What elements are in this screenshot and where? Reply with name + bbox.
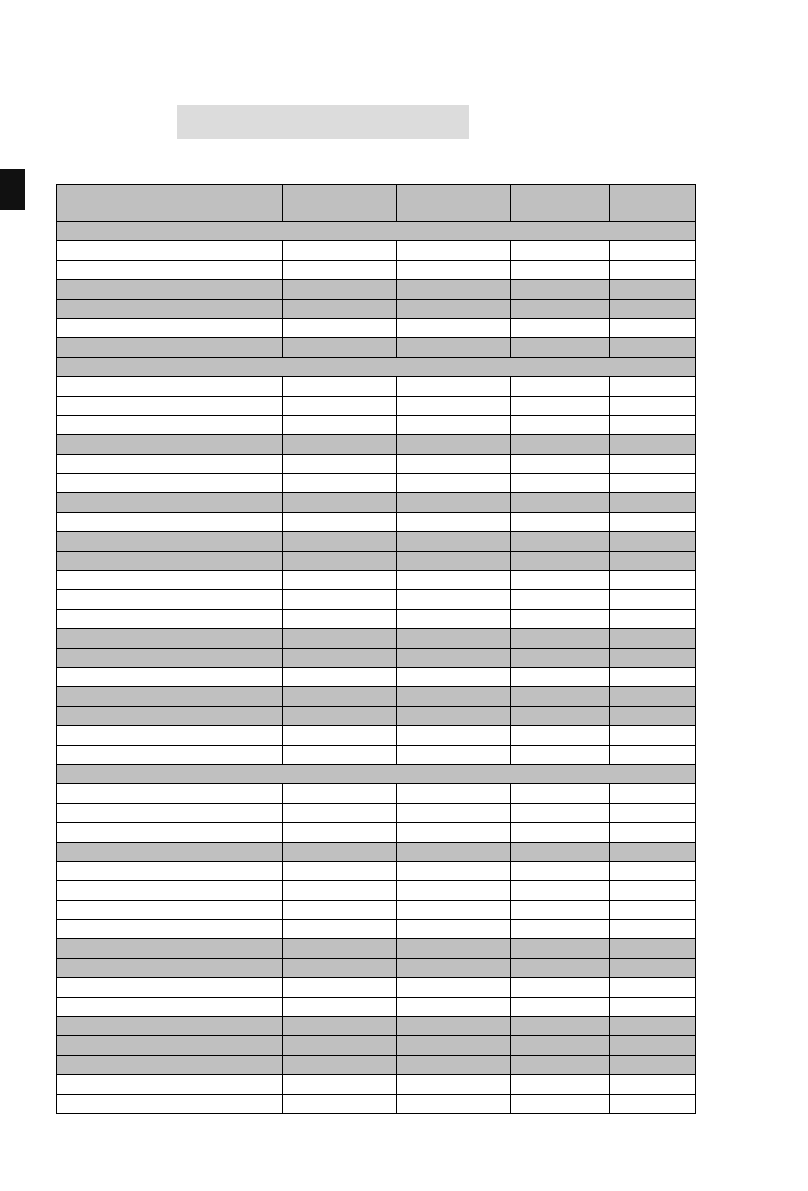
table-cell (610, 338, 696, 357)
table-cell (610, 241, 696, 260)
table-row (57, 454, 696, 473)
table-cell (397, 318, 511, 337)
table-cell (283, 512, 397, 531)
table-cell (511, 784, 610, 803)
table-row (57, 1075, 696, 1094)
table-cell (57, 726, 283, 745)
table-cell (283, 590, 397, 609)
table-cell (511, 551, 610, 570)
column-header (511, 185, 610, 222)
table-cell (283, 280, 397, 299)
table-cell (57, 338, 283, 357)
table-cell (283, 861, 397, 880)
table-cell (511, 396, 610, 415)
table-cell (57, 241, 283, 260)
table-cell (397, 532, 511, 551)
table-cell (397, 881, 511, 900)
table-cell (511, 1017, 610, 1036)
table-cell (610, 590, 696, 609)
table-cell (283, 1094, 397, 1113)
column-header (397, 185, 511, 222)
table-row (57, 687, 696, 706)
spec-table (56, 184, 696, 1114)
table-cell (610, 1055, 696, 1074)
table-cell (511, 745, 610, 764)
table-row (57, 241, 696, 260)
section-cell (57, 222, 696, 241)
table-cell (283, 493, 397, 512)
table-row (57, 997, 696, 1016)
table-row (57, 900, 696, 919)
table-body (57, 222, 696, 1114)
table-cell (57, 920, 283, 939)
table-cell (610, 280, 696, 299)
table-cell (511, 920, 610, 939)
table-cell (397, 784, 511, 803)
table-cell (57, 958, 283, 977)
table-cell (57, 648, 283, 667)
table-row (57, 648, 696, 667)
table-row (57, 1017, 696, 1036)
table-cell (283, 338, 397, 357)
table-row (57, 474, 696, 493)
table-row (57, 629, 696, 648)
table-cell (610, 706, 696, 725)
table-cell (283, 377, 397, 396)
table-cell (397, 1017, 511, 1036)
table-row (57, 920, 696, 939)
table-cell (397, 900, 511, 919)
table-cell (57, 784, 283, 803)
table-cell (57, 493, 283, 512)
table-cell (283, 299, 397, 318)
table-cell (57, 978, 283, 997)
table-row (57, 1055, 696, 1074)
table-cell (283, 900, 397, 919)
table-cell (610, 571, 696, 590)
table-cell (511, 629, 610, 648)
table-cell (283, 1055, 397, 1074)
table-cell (57, 318, 283, 337)
table-cell (511, 532, 610, 551)
table-cell (397, 629, 511, 648)
table-cell (511, 299, 610, 318)
table-row (57, 667, 696, 686)
table-cell (57, 1055, 283, 1074)
table-row (57, 590, 696, 609)
table-cell (511, 493, 610, 512)
table-cell (397, 377, 511, 396)
table-cell (283, 609, 397, 628)
table-cell (610, 629, 696, 648)
table-cell (397, 1055, 511, 1074)
table-cell (397, 551, 511, 570)
table-cell (57, 609, 283, 628)
table-cell (57, 1017, 283, 1036)
table-cell (610, 532, 696, 551)
table-cell (610, 1075, 696, 1094)
table-cell (283, 435, 397, 454)
table-cell (511, 338, 610, 357)
table-row (57, 784, 696, 803)
table-cell (397, 1094, 511, 1113)
table-cell (610, 920, 696, 939)
table-cell (57, 512, 283, 531)
table-section-row (57, 764, 696, 783)
table-cell (283, 978, 397, 997)
table-cell (610, 958, 696, 977)
table-cell (610, 939, 696, 958)
table-row (57, 512, 696, 531)
table-row (57, 493, 696, 512)
table-cell (511, 706, 610, 725)
table-row (57, 823, 696, 842)
table-cell (397, 590, 511, 609)
table-cell (610, 551, 696, 570)
table-row (57, 396, 696, 415)
table-row (57, 745, 696, 764)
table-cell (511, 958, 610, 977)
table-cell (511, 687, 610, 706)
table-cell (57, 842, 283, 861)
table-cell (283, 241, 397, 260)
table-cell (610, 745, 696, 764)
table-cell (397, 571, 511, 590)
table-cell (283, 474, 397, 493)
table-cell (283, 997, 397, 1016)
table-row (57, 978, 696, 997)
table-row (57, 318, 696, 337)
table-cell (57, 571, 283, 590)
table-cell (283, 803, 397, 822)
table-cell (397, 609, 511, 628)
table-cell (283, 454, 397, 473)
table-cell (610, 726, 696, 745)
table-cell (283, 318, 397, 337)
section-cell (57, 357, 696, 376)
table-cell (57, 803, 283, 822)
table-cell (57, 454, 283, 473)
table-cell (283, 415, 397, 434)
table-cell (397, 920, 511, 939)
table-cell (511, 978, 610, 997)
table-cell (610, 667, 696, 686)
table-row (57, 280, 696, 299)
table-cell (283, 1075, 397, 1094)
table-cell (511, 648, 610, 667)
table-cell (283, 745, 397, 764)
table-cell (57, 551, 283, 570)
table-cell (57, 997, 283, 1016)
table-cell (397, 687, 511, 706)
table-cell (610, 861, 696, 880)
table-cell (57, 1036, 283, 1055)
table-cell (610, 474, 696, 493)
table-cell (57, 900, 283, 919)
table-cell (610, 377, 696, 396)
table-cell (511, 939, 610, 958)
table-cell (57, 415, 283, 434)
table-cell (610, 260, 696, 279)
table-cell (397, 726, 511, 745)
table-cell (397, 667, 511, 686)
table-cell (397, 1036, 511, 1055)
table-cell (57, 260, 283, 279)
table-cell (397, 745, 511, 764)
table-cell (283, 396, 397, 415)
table-cell (610, 997, 696, 1016)
table-cell (610, 978, 696, 997)
table-cell (57, 377, 283, 396)
table-cell (283, 1036, 397, 1055)
table-row (57, 415, 696, 434)
table-row (57, 1036, 696, 1055)
table-row (57, 939, 696, 958)
table-cell (57, 1094, 283, 1113)
table-cell (397, 474, 511, 493)
table-cell (511, 842, 610, 861)
table-cell (610, 648, 696, 667)
table-cell (397, 512, 511, 531)
table-cell (57, 667, 283, 686)
table-cell (511, 571, 610, 590)
table-row (57, 803, 696, 822)
table-row (57, 958, 696, 977)
table-cell (511, 803, 610, 822)
table-cell (511, 512, 610, 531)
table-cell (511, 667, 610, 686)
table-cell (610, 1094, 696, 1113)
table-cell (511, 318, 610, 337)
table-cell (511, 900, 610, 919)
table-cell (57, 939, 283, 958)
table-cell (283, 532, 397, 551)
table-cell (283, 958, 397, 977)
table-cell (610, 900, 696, 919)
column-header (283, 185, 397, 222)
table-cell (57, 629, 283, 648)
table-row (57, 260, 696, 279)
table-cell (610, 803, 696, 822)
table-cell (511, 1055, 610, 1074)
table-cell (610, 512, 696, 531)
table-cell (511, 823, 610, 842)
table-cell (610, 1017, 696, 1036)
table-cell (57, 474, 283, 493)
table-cell (610, 823, 696, 842)
table-row (57, 861, 696, 880)
table-cell (283, 260, 397, 279)
table-cell (511, 609, 610, 628)
table-row (57, 706, 696, 725)
table-cell (283, 920, 397, 939)
table-cell (57, 823, 283, 842)
table-cell (511, 241, 610, 260)
table-cell (57, 299, 283, 318)
table-cell (511, 997, 610, 1016)
table-cell (57, 745, 283, 764)
table-row (57, 842, 696, 861)
table-cell (610, 609, 696, 628)
table-cell (511, 881, 610, 900)
page-number (781, 6, 795, 56)
table-cell (283, 726, 397, 745)
table-row (57, 435, 696, 454)
table-cell (57, 532, 283, 551)
section-cell (57, 764, 696, 783)
table-cell (610, 784, 696, 803)
table-row (57, 299, 696, 318)
table-cell (397, 338, 511, 357)
table-cell (57, 881, 283, 900)
table-cell (610, 435, 696, 454)
table-header-row (57, 185, 696, 222)
table-cell (57, 687, 283, 706)
table-row (57, 726, 696, 745)
table-section-row (57, 357, 696, 376)
table-cell (511, 1094, 610, 1113)
table-row (57, 338, 696, 357)
column-header (57, 185, 283, 222)
table-cell (397, 396, 511, 415)
table-cell (283, 706, 397, 725)
table-cell (283, 648, 397, 667)
table-cell (610, 493, 696, 512)
table-cell (397, 299, 511, 318)
table-section-row (57, 222, 696, 241)
table-cell (610, 842, 696, 861)
table-cell (57, 396, 283, 415)
table-cell (283, 823, 397, 842)
table-cell (511, 1036, 610, 1055)
table-cell (397, 958, 511, 977)
table-cell (57, 861, 283, 880)
chapter-tab-marker (0, 169, 25, 210)
table-row (57, 881, 696, 900)
table-cell (511, 454, 610, 473)
table-cell (397, 260, 511, 279)
table-row (57, 377, 696, 396)
table-cell (283, 551, 397, 570)
table-cell (283, 687, 397, 706)
table-row (57, 532, 696, 551)
table-cell (397, 493, 511, 512)
table-cell (283, 629, 397, 648)
table-cell (511, 590, 610, 609)
table-cell (397, 648, 511, 667)
table-cell (57, 435, 283, 454)
table-row (57, 571, 696, 590)
table-cell (283, 1017, 397, 1036)
table-cell (283, 571, 397, 590)
table-cell (511, 280, 610, 299)
table-cell (397, 415, 511, 434)
table-cell (610, 415, 696, 434)
table-cell (283, 667, 397, 686)
table-cell (610, 396, 696, 415)
table-cell (397, 1075, 511, 1094)
table-cell (397, 842, 511, 861)
table-row (57, 609, 696, 628)
table-cell (283, 881, 397, 900)
table-cell (283, 784, 397, 803)
table-cell (283, 842, 397, 861)
table-cell (397, 280, 511, 299)
table-cell (610, 318, 696, 337)
table-cell (511, 726, 610, 745)
table-cell (397, 435, 511, 454)
table-cell (57, 1075, 283, 1094)
table-cell (397, 997, 511, 1016)
table-cell (57, 590, 283, 609)
table-row (57, 1094, 696, 1113)
table-cell (397, 454, 511, 473)
table-cell (397, 861, 511, 880)
table-cell (511, 415, 610, 434)
table-cell (397, 939, 511, 958)
table-cell (511, 435, 610, 454)
table-cell (511, 474, 610, 493)
table-row (57, 551, 696, 570)
table-cell (610, 1036, 696, 1055)
table-cell (511, 861, 610, 880)
table-cell (57, 280, 283, 299)
table-cell (610, 299, 696, 318)
table-cell (397, 241, 511, 260)
table-cell (610, 687, 696, 706)
page-title (177, 105, 469, 139)
table-cell (610, 454, 696, 473)
table-cell (397, 823, 511, 842)
table-cell (511, 1075, 610, 1094)
column-header (610, 185, 696, 222)
table-cell (397, 706, 511, 725)
table-cell (610, 881, 696, 900)
table-cell (511, 377, 610, 396)
table-cell (57, 706, 283, 725)
table-cell (511, 260, 610, 279)
table-cell (397, 978, 511, 997)
table-cell (283, 939, 397, 958)
table-cell (397, 803, 511, 822)
